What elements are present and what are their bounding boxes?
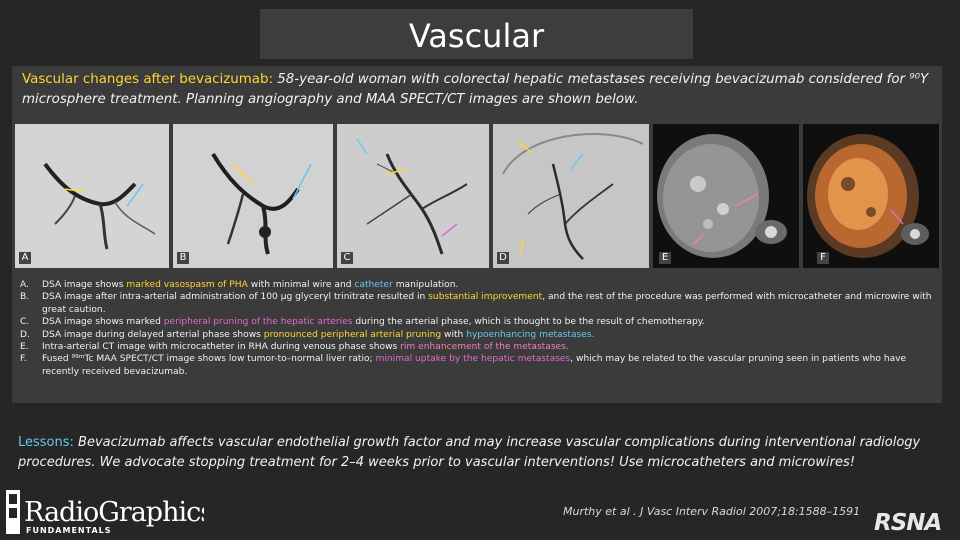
panel-label: C bbox=[341, 252, 353, 264]
legend-row bbox=[20, 329, 936, 341]
page-title: Vascular bbox=[408, 17, 545, 55]
figure-legend bbox=[20, 279, 936, 378]
legend-letter: D. bbox=[20, 329, 30, 340]
legend-text-part: Intra-arterial CT image with microcatheter in RHA during venous phase shows bbox=[42, 342, 401, 353]
legend-text-part: with minimal wire and bbox=[247, 280, 355, 290]
legend-text bbox=[42, 353, 936, 378]
legend-text-part: DSA image after intra-arterial administration of 100 μg glyceryl trinitrate resulted in bbox=[42, 292, 429, 303]
legend-letter: C. bbox=[20, 317, 30, 328]
legend-row bbox=[20, 316, 936, 328]
panel-e-ct bbox=[653, 124, 799, 268]
legend-letter: B. bbox=[20, 292, 30, 303]
legend-text-part: substantial improvement bbox=[428, 292, 543, 303]
panel-label: F bbox=[817, 252, 829, 264]
logo-sub: FUNDAMENTALS bbox=[26, 526, 112, 535]
panel-b-angiogram bbox=[173, 124, 333, 268]
legend-row bbox=[20, 341, 936, 353]
legend-text-part: catheter bbox=[354, 280, 393, 290]
radiographics-logo bbox=[4, 488, 204, 536]
case-heading: Vascular changes after bevacizumab: bbox=[22, 72, 274, 87]
legend-text-part: with bbox=[441, 329, 467, 340]
legend-letter: E. bbox=[20, 342, 29, 353]
case-description bbox=[22, 70, 940, 110]
panel-f-spect-ct bbox=[803, 124, 939, 268]
legend-text bbox=[42, 291, 936, 316]
legend-row bbox=[20, 279, 936, 291]
legend-text-part: marked vasospasm of PHA bbox=[126, 280, 248, 290]
legend-text-part: , which may be related to the vascular pruning seen in patients who have recently received bevacizumab. bbox=[42, 354, 907, 377]
panel-a-angiogram bbox=[15, 124, 169, 268]
legend-text-part: pronounced peripheral arterial pruning bbox=[263, 329, 442, 340]
legend-text-part: , and the rest of the procedure was performed with microcatheter and microwire with great caution. bbox=[42, 292, 932, 315]
legend-text-part: manipulation. bbox=[392, 280, 459, 290]
legend-text bbox=[42, 329, 936, 341]
logo-name: RadioGraphics bbox=[24, 497, 204, 528]
legend-text-part: DSA image during delayed arterial phase shows bbox=[42, 329, 264, 340]
legend-text-part: hypoenhancing metastases. bbox=[466, 329, 595, 340]
legend-row bbox=[20, 353, 936, 378]
legend-text-part: during the arterial phase, which is thought to be the result of chemotherapy. bbox=[352, 317, 705, 328]
panel-label: E bbox=[659, 252, 671, 264]
image-panels bbox=[15, 124, 939, 268]
legend-text-part: peripheral pruning of the hepatic arteries bbox=[163, 317, 353, 328]
legend-letter: F. bbox=[20, 354, 27, 365]
legend-row bbox=[20, 291, 936, 316]
legend-text-part: DSA image shows bbox=[42, 280, 127, 290]
panel-c-angiogram bbox=[337, 124, 489, 268]
title-bar bbox=[260, 9, 693, 59]
lessons-heading: Lessons: bbox=[18, 435, 74, 450]
rsna-logo: RSNA bbox=[874, 510, 942, 536]
citation: Murthy et al . J Vasc Interv Radiol 2007;18:1588–1591 bbox=[563, 505, 861, 518]
lessons-text: Bevacizumab affects vascular endothelial growth factor and may increase vascular complications during interventional radiology procedures. We advocate stopping treatment for 2–4 weeks prior to vascular interventions! Use microcatheters and microwires! bbox=[18, 435, 921, 470]
legend-text-part: Fused ⁹⁹ᵐTc MAA SPECT/CT image shows low tumor-to–normal liver ratio; bbox=[42, 354, 376, 365]
case-text: 58-year-old woman with colorectal hepatic metastases receiving bevacizumab considered for ⁹⁰Y microsphere treatment. Planning angiography and MAA SPECT/CT images are shown below. bbox=[22, 72, 929, 107]
legend-text bbox=[42, 316, 936, 328]
panel-label: B bbox=[177, 252, 189, 264]
panel-d-angiogram bbox=[493, 124, 649, 268]
legend-letter: A. bbox=[20, 280, 29, 290]
legend-text-part: rim enhancement of the metastases. bbox=[400, 342, 569, 353]
case-box bbox=[12, 66, 942, 403]
legend-text-part: DSA image shows marked bbox=[42, 317, 164, 328]
lessons bbox=[18, 433, 938, 473]
legend-text bbox=[42, 341, 936, 353]
legend-text-part: minimal uptake by the hepatic metastases bbox=[375, 354, 571, 365]
panel-label: D bbox=[497, 252, 509, 264]
panel-label: A bbox=[19, 252, 31, 264]
legend-text bbox=[42, 279, 936, 291]
